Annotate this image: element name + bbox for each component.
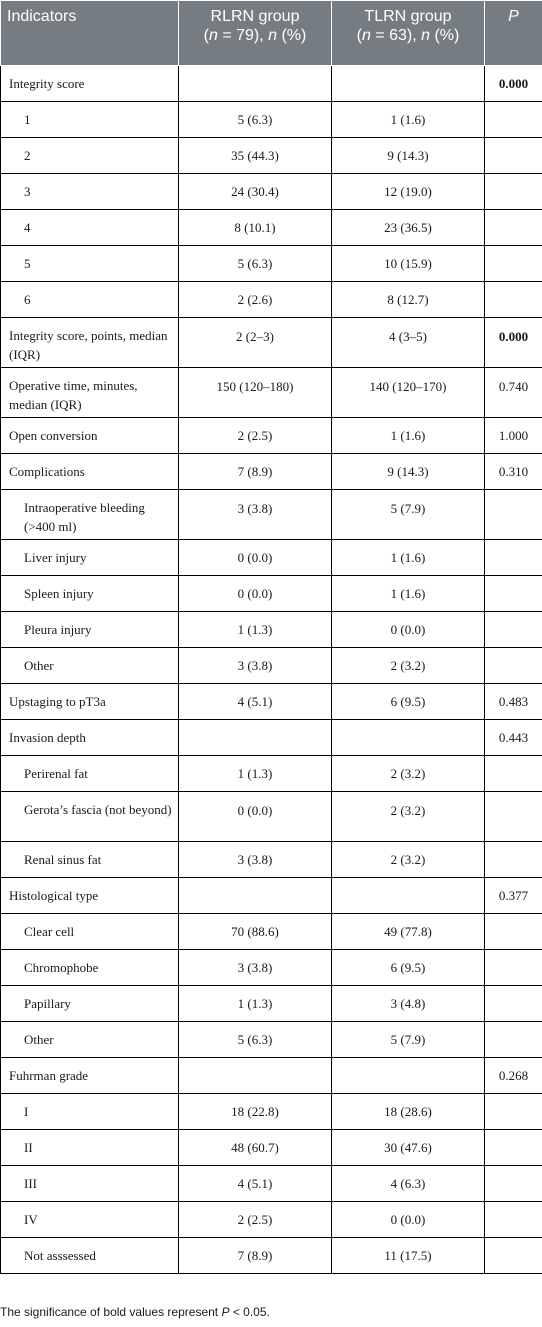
indicator-cell: Intraoperative bleeding (>400 ml) xyxy=(1,490,179,540)
tlrn-cell: 30 (47.6) xyxy=(332,1130,485,1166)
tlrn-cell: 1 (1.6) xyxy=(332,576,485,612)
tlrn-cell: 2 (3.2) xyxy=(332,792,485,842)
rlrn-cell: 3 (3.8) xyxy=(179,648,332,684)
table-row xyxy=(1,914,542,950)
table-row xyxy=(1,540,542,576)
rlrn-cell: 8 (10.1) xyxy=(179,210,332,246)
header-rlrn-count: (n = 79), n (%) xyxy=(203,27,307,44)
indicator-cell: 1 xyxy=(1,102,179,138)
indicator-cell: Other xyxy=(1,648,179,684)
table-row xyxy=(1,454,542,490)
indicator-cell: 5 xyxy=(1,246,179,282)
table-row xyxy=(1,950,542,986)
tlrn-cell: 1 (1.6) xyxy=(332,540,485,576)
p-value-cell xyxy=(485,576,542,612)
indicator-cell: Liver injury xyxy=(1,540,179,576)
table-row xyxy=(1,1022,542,1058)
p-value-cell xyxy=(485,490,542,540)
table-row xyxy=(1,1058,542,1094)
header-tlrn-title: TLRN group xyxy=(364,8,452,25)
rlrn-cell xyxy=(179,720,332,756)
tlrn-cell: 1 (1.6) xyxy=(332,418,485,454)
rlrn-cell: 5 (6.3) xyxy=(179,102,332,138)
table-row xyxy=(1,1202,542,1238)
rlrn-cell: 4 (5.1) xyxy=(179,1166,332,1202)
tlrn-cell: 2 (3.2) xyxy=(332,648,485,684)
rlrn-cell: 48 (60.7) xyxy=(179,1130,332,1166)
indicator-cell: Papillary xyxy=(1,986,179,1022)
indicator-cell: Fuhrman grade xyxy=(1,1058,179,1094)
table-row xyxy=(1,138,542,174)
tlrn-cell: 9 (14.3) xyxy=(332,138,485,174)
table-row xyxy=(1,102,542,138)
table-row xyxy=(1,792,542,842)
table-row xyxy=(1,612,542,648)
tlrn-cell: 10 (15.9) xyxy=(332,246,485,282)
indicator-cell: IV xyxy=(1,1202,179,1238)
header-indicators: Indicators xyxy=(1,1,179,66)
tlrn-cell: 1 (1.6) xyxy=(332,102,485,138)
header-rlrn-title: RLRN group xyxy=(210,8,300,25)
tlrn-cell: 5 (7.9) xyxy=(332,1022,485,1058)
p-value-cell: 0.483 xyxy=(485,684,542,720)
rlrn-cell: 3 (3.8) xyxy=(179,950,332,986)
table-row xyxy=(1,648,542,684)
table-row xyxy=(1,66,542,102)
p-value-cell: 0.310 xyxy=(485,454,542,490)
rlrn-cell: 1 (1.3) xyxy=(179,756,332,792)
table-row xyxy=(1,1130,542,1166)
tlrn-cell xyxy=(332,66,485,102)
rlrn-cell xyxy=(179,1058,332,1094)
p-value-cell: 0.000 xyxy=(485,318,542,368)
table-row xyxy=(1,368,542,418)
p-value-cell: 0.000 xyxy=(485,66,542,102)
header-tlrn-count: (n = 63), n (%) xyxy=(356,27,460,44)
table-row xyxy=(1,282,542,318)
table-body xyxy=(1,66,542,1274)
rlrn-cell: 7 (8.9) xyxy=(179,1238,332,1274)
p-value-cell xyxy=(485,210,542,246)
indicator-cell: III xyxy=(1,1166,179,1202)
rlrn-cell: 18 (22.8) xyxy=(179,1094,332,1130)
p-value-cell xyxy=(485,950,542,986)
p-value-cell: 1.000 xyxy=(485,418,542,454)
p-value-cell: 0.740 xyxy=(485,368,542,418)
p-value-cell xyxy=(485,540,542,576)
table-row xyxy=(1,684,542,720)
indicator-cell: Upstaging to pT3a xyxy=(1,684,179,720)
rlrn-cell: 2 (2.5) xyxy=(179,1202,332,1238)
tlrn-cell: 4 (3–5) xyxy=(332,318,485,368)
p-value-cell xyxy=(485,842,542,878)
p-value-cell xyxy=(485,1130,542,1166)
p-value-cell: 0.377 xyxy=(485,878,542,914)
indicator-cell: Integrity score, points, median (IQR) xyxy=(1,318,179,368)
table-row xyxy=(1,1166,542,1202)
rlrn-cell xyxy=(179,878,332,914)
tlrn-cell: 8 (12.7) xyxy=(332,282,485,318)
tlrn-cell: 49 (77.8) xyxy=(332,914,485,950)
rlrn-cell: 35 (44.3) xyxy=(179,138,332,174)
indicator-cell: 3 xyxy=(1,174,179,210)
indicator-cell: Spleen injury xyxy=(1,576,179,612)
indicator-cell: Operative time, minutes, median (IQR) xyxy=(1,368,179,418)
indicator-cell: Not asssessed xyxy=(1,1238,179,1274)
tlrn-cell: 23 (36.5) xyxy=(332,210,485,246)
p-value-cell xyxy=(485,612,542,648)
tlrn-cell: 140 (120–170) xyxy=(332,368,485,418)
indicator-cell: I xyxy=(1,1094,179,1130)
table-row xyxy=(1,842,542,878)
rlrn-cell: 0 (0.0) xyxy=(179,576,332,612)
p-value-cell xyxy=(485,1094,542,1130)
rlrn-cell: 2 (2–3) xyxy=(179,318,332,368)
indicator-cell: Clear cell xyxy=(1,914,179,950)
p-value-cell xyxy=(485,756,542,792)
footnote-p-symbol: P xyxy=(221,1305,230,1319)
table-row xyxy=(1,720,542,756)
indicator-cell: Histological type xyxy=(1,878,179,914)
rlrn-cell: 2 (2.6) xyxy=(179,282,332,318)
rlrn-cell: 1 (1.3) xyxy=(179,612,332,648)
tlrn-cell: 6 (9.5) xyxy=(332,684,485,720)
table-row xyxy=(1,878,542,914)
header-tlrn-group xyxy=(332,1,485,66)
table-row xyxy=(1,756,542,792)
p-value-cell xyxy=(485,914,542,950)
header-p-value: P xyxy=(485,1,542,66)
p-value-cell xyxy=(485,138,542,174)
tlrn-cell: 6 (9.5) xyxy=(332,950,485,986)
rlrn-cell: 5 (6.3) xyxy=(179,246,332,282)
p-value-cell xyxy=(485,1022,542,1058)
tlrn-cell: 9 (14.3) xyxy=(332,454,485,490)
rlrn-cell: 7 (8.9) xyxy=(179,454,332,490)
tlrn-cell: 12 (19.0) xyxy=(332,174,485,210)
tlrn-cell: 5 (7.9) xyxy=(332,490,485,540)
tlrn-cell xyxy=(332,720,485,756)
rlrn-cell: 3 (3.8) xyxy=(179,842,332,878)
indicator-cell: Pleura injury xyxy=(1,612,179,648)
indicator-cell: Integrity score xyxy=(1,66,179,102)
indicator-cell: Invasion depth xyxy=(1,720,179,756)
indicator-cell: Perirenal fat xyxy=(1,756,179,792)
p-value-cell xyxy=(485,1166,542,1202)
rlrn-cell: 4 (5.1) xyxy=(179,684,332,720)
rlrn-cell: 1 (1.3) xyxy=(179,986,332,1022)
table-row xyxy=(1,246,542,282)
table-header-row xyxy=(1,1,542,66)
p-value-cell xyxy=(485,792,542,842)
tlrn-cell: 18 (28.6) xyxy=(332,1094,485,1130)
p-value-cell xyxy=(485,174,542,210)
indicator-cell: 2 xyxy=(1,138,179,174)
tlrn-cell: 4 (6.3) xyxy=(332,1166,485,1202)
indicator-cell: Renal sinus fat xyxy=(1,842,179,878)
table-row xyxy=(1,210,542,246)
tlrn-cell: 2 (3.2) xyxy=(332,842,485,878)
tlrn-cell: 2 (3.2) xyxy=(332,756,485,792)
rlrn-cell: 2 (2.5) xyxy=(179,418,332,454)
p-value-cell xyxy=(485,246,542,282)
rlrn-cell: 150 (120–180) xyxy=(179,368,332,418)
tlrn-cell: 0 (0.0) xyxy=(332,1202,485,1238)
p-value-cell xyxy=(485,648,542,684)
rlrn-cell: 5 (6.3) xyxy=(179,1022,332,1058)
indicator-cell: Open conversion xyxy=(1,418,179,454)
tlrn-cell: 3 (4.8) xyxy=(332,986,485,1022)
indicator-cell: II xyxy=(1,1130,179,1166)
indicator-cell: Complications xyxy=(1,454,179,490)
p-value-cell xyxy=(485,986,542,1022)
indicator-cell: Gerota’s fascia (not beyond) xyxy=(1,792,179,842)
indicator-cell: 4 xyxy=(1,210,179,246)
indicator-cell: Other xyxy=(1,1022,179,1058)
table-row xyxy=(1,1238,542,1274)
table-row xyxy=(1,490,542,540)
table-row xyxy=(1,318,542,368)
p-value-cell xyxy=(485,1238,542,1274)
table-footnote: The significance of bold values represent P < 0.05. xyxy=(0,1305,270,1319)
rlrn-cell: 0 (0.0) xyxy=(179,792,332,842)
p-value-cell: 0.443 xyxy=(485,720,542,756)
tlrn-cell xyxy=(332,878,485,914)
p-value-cell: 0.268 xyxy=(485,1058,542,1094)
table-row xyxy=(1,986,542,1022)
rlrn-cell: 70 (88.6) xyxy=(179,914,332,950)
header-rlrn-group xyxy=(179,1,332,66)
p-value-cell xyxy=(485,102,542,138)
rlrn-cell xyxy=(179,66,332,102)
indicator-cell: Chromophobe xyxy=(1,950,179,986)
p-value-cell xyxy=(485,1202,542,1238)
tlrn-cell: 11 (17.5) xyxy=(332,1238,485,1274)
rlrn-cell: 3 (3.8) xyxy=(179,490,332,540)
table-row xyxy=(1,576,542,612)
tlrn-cell: 0 (0.0) xyxy=(332,612,485,648)
rlrn-cell: 24 (30.4) xyxy=(179,174,332,210)
indicator-cell: 6 xyxy=(1,282,179,318)
table-row xyxy=(1,174,542,210)
tlrn-cell xyxy=(332,1058,485,1094)
rlrn-cell: 0 (0.0) xyxy=(179,540,332,576)
table-row xyxy=(1,1094,542,1130)
table-row xyxy=(1,418,542,454)
p-value-cell xyxy=(485,282,542,318)
